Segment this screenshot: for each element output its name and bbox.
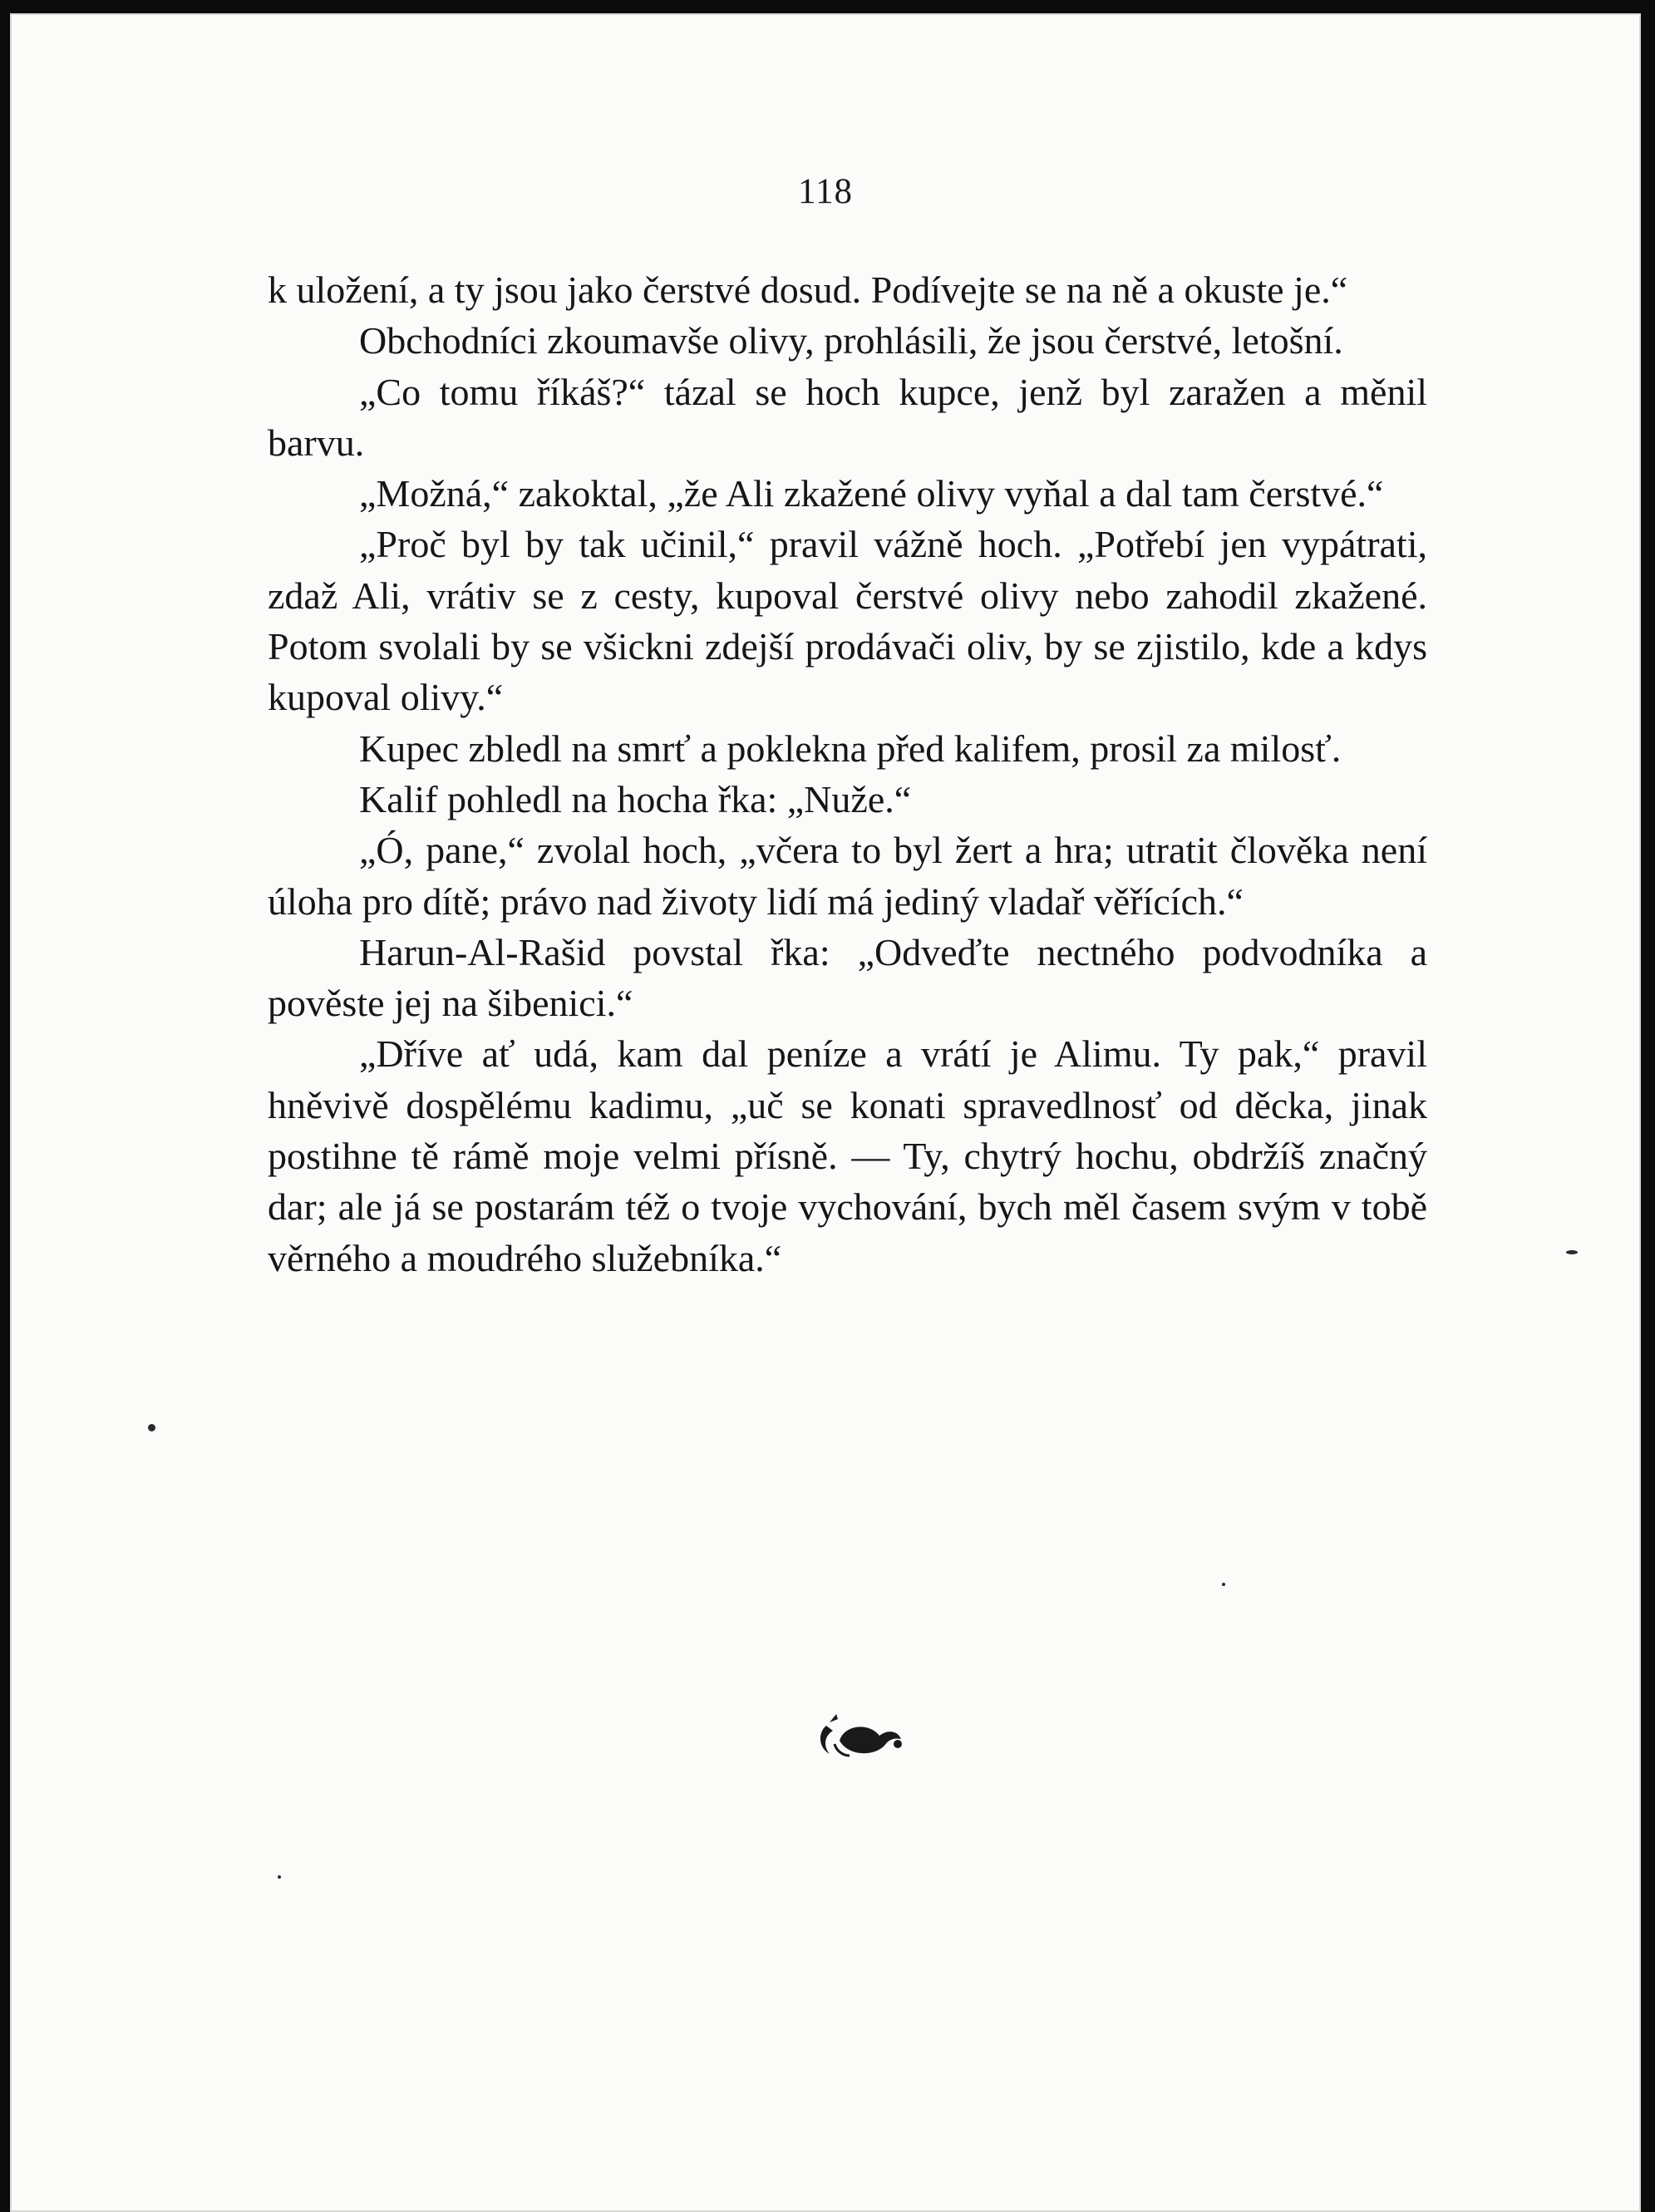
- paper-speck: [148, 1424, 155, 1431]
- paragraph-1: k uložení, a ty jsou jako čerstvé dosud. Podívejte se na ně a okuste je.“: [268, 268, 1348, 311]
- paragraph-10: „Dříve ať udá, kam dal peníze a vrátí je Alimu. Ty pak,“ pravil hněvivě dospělému kadimu, „uč se konati spravedlnosť od děcka, jinak postihne tě rámě moje velmi přísně. — Ty, chytrý hochu, obdržíš značný dar; ale já se postarám též o tvoje vychování, bych měl časem svým v tobě věrného a moudrého služebníka.“: [268, 1032, 1427, 1279]
- paragraph-9: Harun-Al-Rašid povstal řka: „Odveďte nectného podvodníka a pověste jej na šibenici.“: [268, 930, 1427, 1025]
- page-number: 118: [798, 172, 853, 211]
- paper-speck: [1566, 1250, 1578, 1254]
- paper-speck: [1222, 1583, 1225, 1586]
- body-text: [268, 264, 1427, 1283]
- paragraph-5: „Proč byl by tak učinil,“ pravil vážně hoch. „Potřebí jen vypátrati, zdaž Ali, vrátiv se z cesty, kupoval čerstvé olivy nebo zahodil zkažené. Potom svolali by se všickni zdejší prodávači oliv, by se zjistilo, kde a kdys kupoval olivy.“: [268, 523, 1427, 719]
- paragraph-7: Kalif pohledl na hocha řka: „Nuže.“: [359, 777, 912, 820]
- paper-speck: [278, 1875, 281, 1879]
- paragraph-4: „Možná,“ zakoktal, „že Ali zkažené olivy vyňal a dal tam čerstvé.“: [359, 472, 1384, 515]
- paragraph-2: Obchodníci zkoumavše olivy, prohlásili, že jsou čerstvé, letošní.: [359, 319, 1343, 362]
- paragraph-3: „Co tomu říkáš?“ tázal se hoch kupce, jenž byl zaražen a měnil barvu.: [268, 370, 1427, 464]
- book-page: [10, 13, 1641, 2212]
- fleuron-icon: [811, 1707, 911, 1766]
- paragraph-6: Kupec zbledl na smrť a poklekna před kalifem, prosil za milosť.: [359, 727, 1342, 770]
- paragraph-8: „Ó, pane,“ zvolal hoch, „včera to byl žert a hra; utratit člověka není úloha pro dítě; právo nad životy lidí má jediný vladař věřících.“: [268, 829, 1427, 923]
